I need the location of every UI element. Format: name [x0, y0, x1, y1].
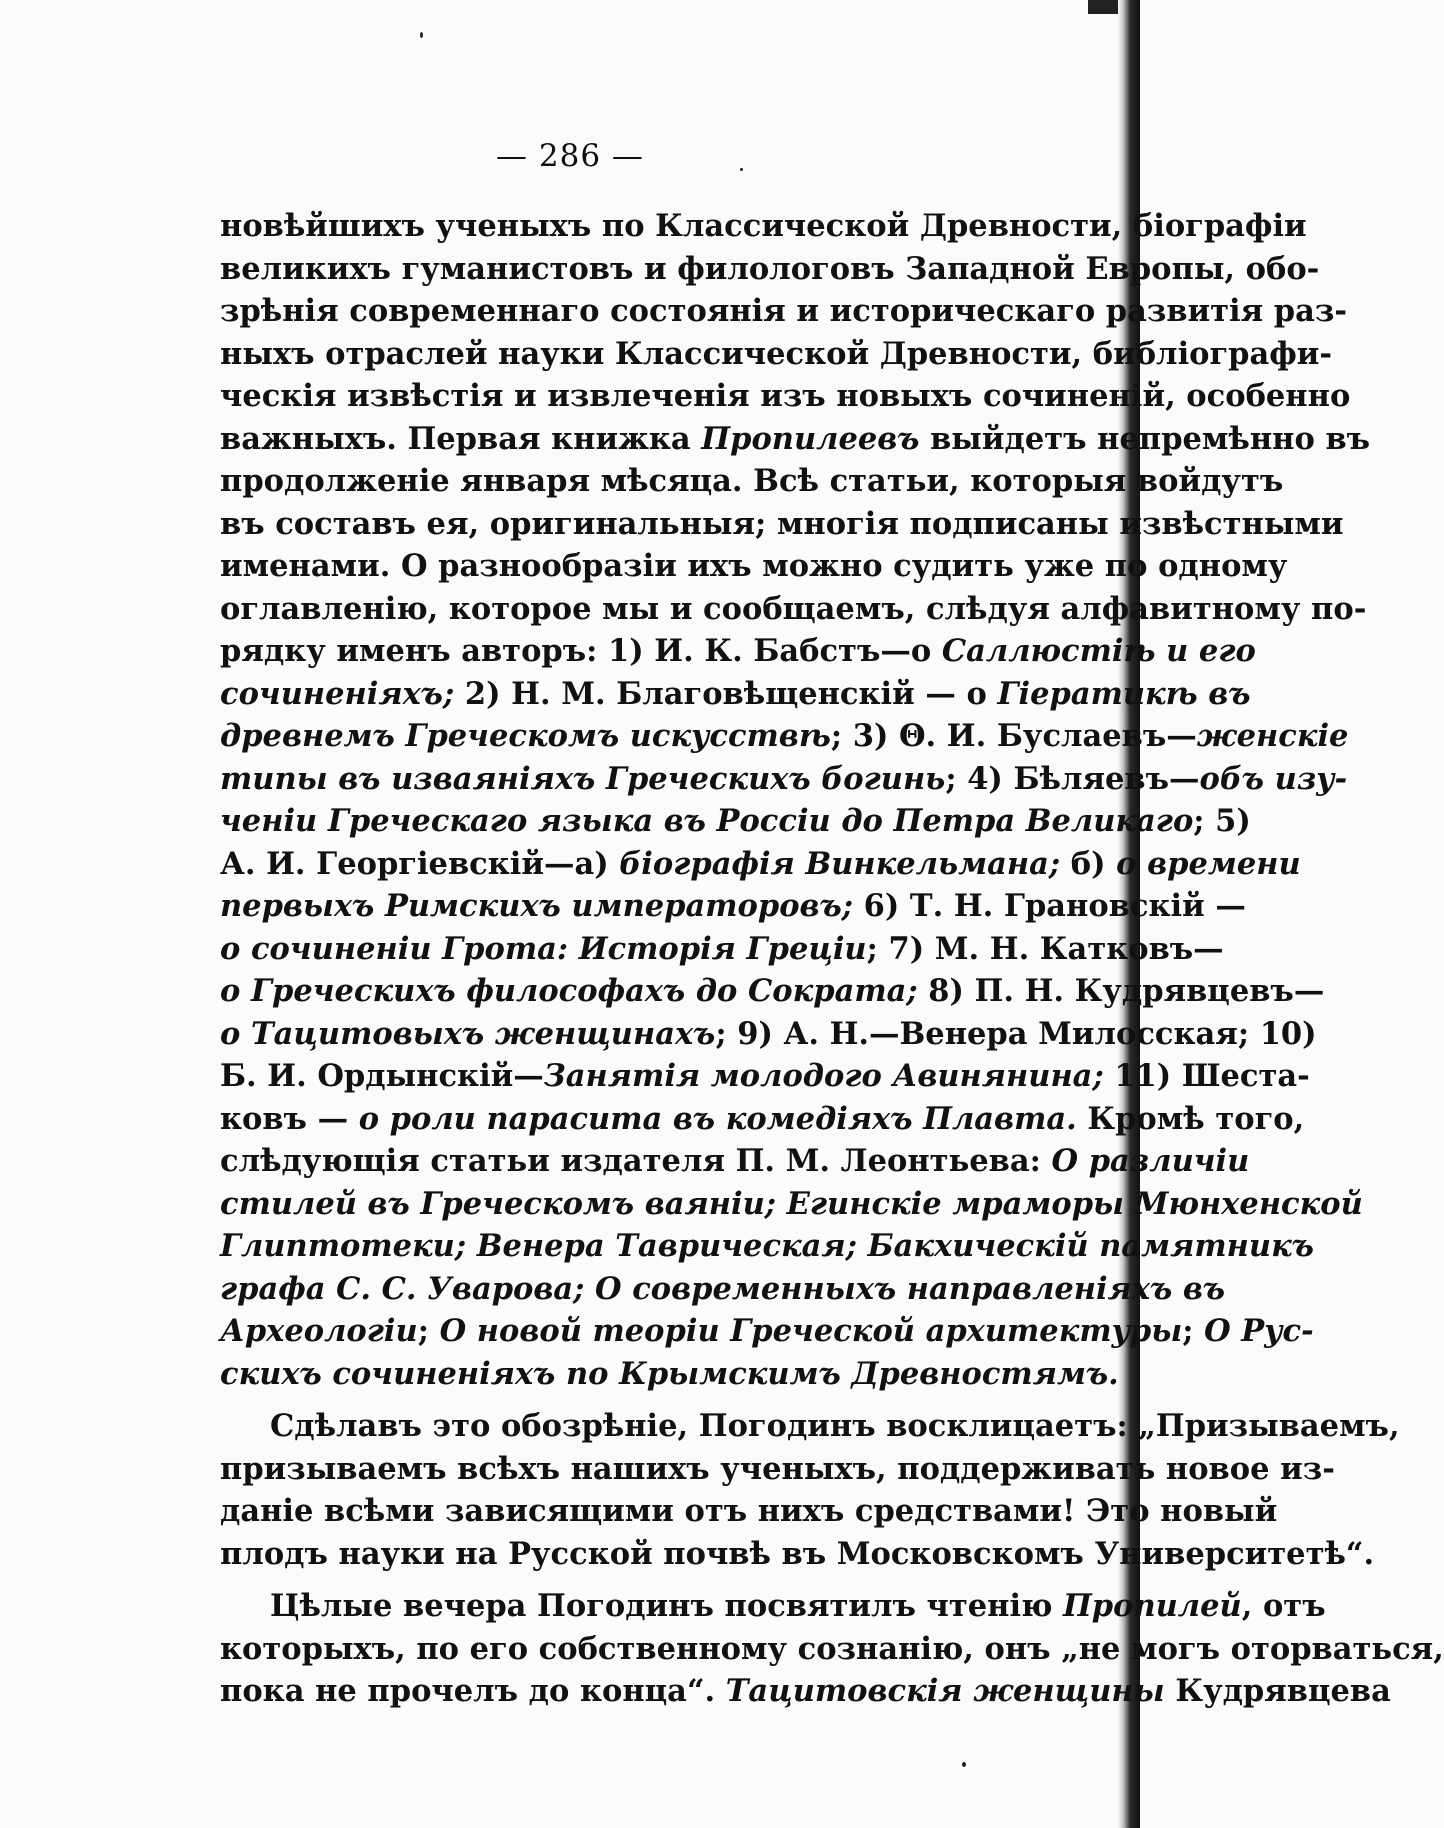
italic-title: о Тацитовыхъ женщинахъ — [220, 1015, 716, 1052]
italic-title: типы въ изваяніяхъ Греческихъ богинь — [220, 760, 946, 797]
text-segment: Кудрявцева — [1164, 1673, 1391, 1709]
text-segment: 11) Шеста- — [1103, 1058, 1310, 1094]
italic-title: Пропилеевъ — [701, 420, 920, 457]
text-line — [220, 1533, 1375, 1576]
text-line — [220, 928, 1224, 971]
italic-title: о Греческихъ философахъ до Сократа; — [220, 973, 918, 1009]
text-segment: слѣдующія статьи издателя П. М. Леонтьева: — [220, 1143, 1052, 1179]
text-segment: зрѣнія современнаго состоянія и историческаго развитія раз- — [220, 293, 1347, 329]
page-number: — 286 — — [496, 138, 644, 174]
text-line — [220, 1353, 1119, 1396]
italic-title: графа С. С. Уварова; О современныхъ направленіяхъ въ — [220, 1270, 1226, 1307]
italic-title: Саллюстіѣ и его — [941, 633, 1256, 669]
italic-title: женскіе — [1196, 718, 1349, 754]
text-segment: въ составъ ея, оригинальныя; многія подписаны извѣстными — [220, 505, 1344, 542]
text-line — [220, 1310, 1314, 1353]
text-segment: Цѣлые вечера Погодинъ посвятилъ чтенію — [270, 1588, 1063, 1624]
text-segment: 8) П. Н. Кудрявцевъ— — [917, 973, 1325, 1009]
text-segment: именами. О разнообразіи ихъ можно судить уже по одному — [220, 548, 1288, 584]
paragraph — [220, 205, 1371, 1395]
text-segment: ; 7) М. Н. Катковъ— — [866, 930, 1224, 967]
text-line — [220, 545, 1288, 588]
text-line — [220, 290, 1347, 333]
text-line — [220, 205, 1307, 248]
italic-title: о времени — [1116, 845, 1301, 882]
text-segment: Кромѣ того, — [1076, 1100, 1305, 1137]
text-segment: ; 3) Θ. И. Буслаевъ— — [830, 718, 1197, 754]
text-line — [220, 503, 1344, 546]
text-segment: Б. И. Ордынскій— — [220, 1058, 544, 1094]
text-line — [220, 588, 1367, 631]
italic-title: Археологіи — [220, 1313, 418, 1349]
text-segment: 6) Т. Н. Грановскій — — [853, 888, 1246, 924]
text-segment: А. И. Георгіевскій—а) — [220, 845, 620, 882]
text-line — [220, 1055, 1310, 1098]
text-line — [220, 970, 1325, 1013]
text-line — [220, 630, 1256, 673]
text-line — [220, 460, 1284, 503]
italic-title: О новой теоріи Греческой архитектуры — [439, 1313, 1183, 1349]
scan-speck — [420, 32, 423, 38]
text-segment: новѣйшихъ ученыхъ по Классической Древности, біографіи — [220, 208, 1307, 244]
text-line — [220, 1405, 1400, 1448]
text-segment: ковъ — — [220, 1100, 359, 1137]
italic-title: Гіератикѣ въ — [997, 675, 1251, 712]
scan-speck — [962, 1762, 966, 1767]
text-line — [220, 1013, 1317, 1056]
paragraph — [220, 1585, 1444, 1713]
page-text — [220, 205, 1444, 1713]
text-line — [220, 800, 1251, 843]
text-segment: б) — [1060, 845, 1117, 882]
text-segment: которыхъ, по его собственному сознанію, онъ „не могъ оторваться, — [220, 1630, 1444, 1667]
text-line — [220, 885, 1246, 928]
text-segment: выйдетъ непремѣнно въ — [919, 420, 1371, 457]
text-line — [220, 758, 1348, 801]
scan-edge-top — [1088, 0, 1118, 14]
italic-title: Тацитовскія женщины — [725, 1673, 1165, 1709]
paragraph — [220, 1405, 1400, 1575]
text-segment: оглавленію, которое мы и сообщаемъ, слѣдуя алфавитному по- — [220, 590, 1367, 627]
text-segment: ; 9) А. Н.—Венера Милосская; 10) — [715, 1015, 1317, 1052]
text-line — [220, 418, 1371, 461]
text-segment: , отъ — [1241, 1588, 1326, 1624]
text-line — [220, 333, 1333, 376]
text-segment: плодъ науки на Русской почвѣ въ Московскомъ Университетѣ“. — [220, 1535, 1375, 1572]
italic-title: о сочиненіи Грота: Исторія Греціи — [220, 930, 867, 967]
text-line — [220, 1670, 1391, 1713]
text-line — [220, 1098, 1305, 1141]
text-segment: важныхъ. Первая книжка — [220, 420, 702, 457]
italic-title: Занятія молодого Авинянина; — [543, 1058, 1104, 1094]
italic-title: О различіи — [1051, 1143, 1250, 1179]
text-line — [220, 375, 1351, 418]
text-segment: ; — [417, 1313, 440, 1349]
text-segment: ; 4) Бѣляевъ— — [945, 760, 1200, 797]
text-line — [220, 1585, 1326, 1628]
italic-title: первыхъ Римскихъ императоровъ; — [220, 888, 854, 924]
text-line — [220, 1225, 1314, 1268]
text-line — [220, 1448, 1335, 1491]
italic-title: древнемъ Греческомъ искусствѣ — [220, 718, 831, 754]
text-line — [220, 1183, 1363, 1226]
text-line — [220, 715, 1349, 758]
text-segment: ныхъ отраслей науки Классической Древности, библіографи- — [220, 335, 1333, 372]
text-segment: ; 5) — [1193, 803, 1251, 839]
text-segment: 2) Н. М. Благовѣщенскій — о — [454, 675, 998, 712]
italic-title: скихъ сочиненіяхъ по Крымскимъ Древностямъ. — [220, 1355, 1119, 1392]
text-segment: даніе всѣми зависящими отъ нихъ средствами! Это новый — [220, 1493, 1278, 1529]
italic-title: Пропилей — [1062, 1588, 1242, 1624]
italic-title: о роли парасита въ комедіяхъ Плавта. — [358, 1100, 1077, 1137]
italic-title: объ изу- — [1199, 760, 1348, 797]
text-line — [220, 1268, 1226, 1311]
text-segment: пока не прочелъ до конца“. — [220, 1673, 726, 1709]
text-segment: продолженіе января мѣсяца. Всѣ статьи, которыя войдутъ — [220, 463, 1284, 499]
text-line — [220, 843, 1301, 886]
text-line — [220, 1628, 1444, 1671]
text-segment: призываемъ всѣхъ нашихъ ученыхъ, поддерживать новое из- — [220, 1450, 1335, 1487]
italic-title: сочиненіяхъ; — [220, 675, 455, 712]
text-segment: ; — [1182, 1313, 1205, 1349]
text-segment: рядку именъ авторъ: 1) И. К. Бабстъ—о — [220, 633, 942, 669]
text-line — [220, 1490, 1278, 1533]
text-line — [220, 673, 1251, 716]
italic-title: Глиптотеки; Венера Таврическая; Бакхическій памятникъ — [220, 1228, 1314, 1264]
text-segment: ческія извѣстія и извлеченія изъ новыхъ сочиненій, особенно — [220, 378, 1351, 414]
italic-title: О Рус- — [1204, 1313, 1314, 1349]
italic-title: ченіи Греческаго языка въ Россіи до Петра Великаго — [220, 803, 1194, 839]
italic-title: стилей въ Греческомъ ваяніи; Егинскіе мраморы Мюнхенской — [220, 1185, 1363, 1222]
text-segment: Сдѣлавъ это обозрѣніе, Погодинъ восклицаетъ: „Призываемъ, — [270, 1408, 1400, 1444]
text-line — [220, 248, 1320, 291]
italic-title: біографія Винкельмана; — [619, 845, 1061, 882]
text-segment: великихъ гуманистовъ и филологовъ Западной Европы, обо- — [220, 250, 1320, 287]
text-line — [220, 1140, 1250, 1183]
